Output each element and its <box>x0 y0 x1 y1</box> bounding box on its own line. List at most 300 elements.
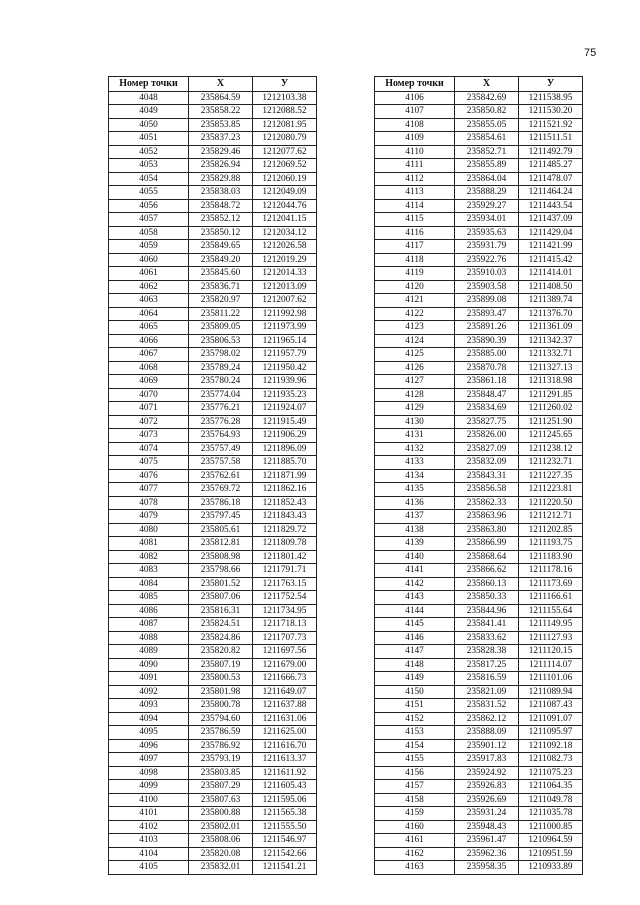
cell-point-number: 4071 <box>109 402 189 416</box>
cell-point-number: 4065 <box>109 321 189 335</box>
table-row <box>375 145 583 159</box>
cell-x: 235786.59 <box>189 726 253 740</box>
cell-point-number: 4104 <box>109 847 189 861</box>
table-row <box>109 591 317 605</box>
table-row <box>109 861 317 875</box>
table-row <box>375 469 583 483</box>
cell-x: 235793.19 <box>189 753 253 767</box>
table-row <box>375 213 583 227</box>
cell-y: 1212044.76 <box>253 199 317 213</box>
cell-x: 235789.24 <box>189 361 253 375</box>
cell-y: 1211220.50 <box>519 496 583 510</box>
cell-x: 235826.00 <box>455 429 519 443</box>
table-row <box>375 618 583 632</box>
cell-point-number: 4049 <box>109 105 189 119</box>
cell-x: 235852.12 <box>189 213 253 227</box>
table-row <box>375 631 583 645</box>
cell-point-number: 4138 <box>375 523 455 537</box>
cell-point-number: 4124 <box>375 334 455 348</box>
cell-y: 1211443.54 <box>519 199 583 213</box>
cell-x: 235808.06 <box>189 834 253 848</box>
cell-y: 1211238.12 <box>519 442 583 456</box>
cell-y: 1211611.92 <box>253 766 317 780</box>
cell-point-number: 4084 <box>109 577 189 591</box>
table-row <box>109 91 317 105</box>
cell-point-number: 4096 <box>109 739 189 753</box>
table-row <box>375 199 583 213</box>
table-row <box>109 820 317 834</box>
cell-x: 235800.88 <box>189 807 253 821</box>
cell-point-number: 4149 <box>375 672 455 686</box>
cell-x: 235820.82 <box>189 645 253 659</box>
table-row <box>109 415 317 429</box>
page-number: 75 <box>584 47 597 59</box>
cell-point-number: 4061 <box>109 267 189 281</box>
cell-x: 235826.94 <box>189 159 253 173</box>
cell-y: 1211251.90 <box>519 415 583 429</box>
cell-point-number: 4064 <box>109 307 189 321</box>
table-row <box>109 510 317 524</box>
cell-point-number: 4150 <box>375 685 455 699</box>
table-row <box>375 172 583 186</box>
cell-x: 235962.36 <box>455 847 519 861</box>
cell-x: 235848.72 <box>189 199 253 213</box>
cell-y: 1211318.98 <box>519 375 583 389</box>
cell-y: 1211565.38 <box>253 807 317 821</box>
cell-x: 235816.59 <box>455 672 519 686</box>
cell-point-number: 4068 <box>109 361 189 375</box>
table-row <box>109 685 317 699</box>
cell-x: 235843.31 <box>455 469 519 483</box>
header-y: У <box>519 77 583 92</box>
cell-y: 1211492.79 <box>519 145 583 159</box>
table-row <box>375 226 583 240</box>
table-row <box>109 793 317 807</box>
table-row <box>109 334 317 348</box>
cell-y: 1212069.52 <box>253 159 317 173</box>
cell-point-number: 4070 <box>109 388 189 402</box>
cell-x: 235866.62 <box>455 564 519 578</box>
cell-y: 1211541.21 <box>253 861 317 875</box>
cell-x: 235806.53 <box>189 334 253 348</box>
table-row <box>375 685 583 699</box>
cell-point-number: 4111 <box>375 159 455 173</box>
cell-x: 235926.69 <box>455 793 519 807</box>
table-row <box>375 280 583 294</box>
cell-point-number: 4058 <box>109 226 189 240</box>
cell-x: 235821.09 <box>455 685 519 699</box>
cell-x: 235764.93 <box>189 429 253 443</box>
cell-point-number: 4152 <box>375 712 455 726</box>
cell-x: 235862.12 <box>455 712 519 726</box>
cell-point-number: 4157 <box>375 780 455 794</box>
cell-y: 1211082.73 <box>519 753 583 767</box>
cell-y: 1211327.13 <box>519 361 583 375</box>
cell-point-number: 4076 <box>109 469 189 483</box>
cell-point-number: 4121 <box>375 294 455 308</box>
table-row <box>375 253 583 267</box>
table-row <box>109 145 317 159</box>
cell-y: 1211166.61 <box>519 591 583 605</box>
cell-point-number: 4131 <box>375 429 455 443</box>
cell-x: 235931.24 <box>455 807 519 821</box>
cell-x: 235762.61 <box>189 469 253 483</box>
cell-point-number: 4132 <box>375 442 455 456</box>
table-row <box>375 834 583 848</box>
cell-y: 1211613.37 <box>253 753 317 767</box>
cell-y: 1211697.56 <box>253 645 317 659</box>
table-row <box>109 631 317 645</box>
table-row <box>375 550 583 564</box>
cell-point-number: 4090 <box>109 658 189 672</box>
cell-point-number: 4099 <box>109 780 189 794</box>
cell-x: 235838.03 <box>189 186 253 200</box>
cell-y: 1211127.93 <box>519 631 583 645</box>
cell-y: 1211871.99 <box>253 469 317 483</box>
cell-x: 235757.58 <box>189 456 253 470</box>
table-row <box>375 375 583 389</box>
table-row <box>109 645 317 659</box>
cell-x: 235864.04 <box>455 172 519 186</box>
cell-point-number: 4128 <box>375 388 455 402</box>
cell-y: 1211092.18 <box>519 739 583 753</box>
cell-x: 235917.83 <box>455 753 519 767</box>
cell-point-number: 4154 <box>375 739 455 753</box>
table-row <box>375 672 583 686</box>
cell-x: 235794.60 <box>189 712 253 726</box>
table-row <box>375 294 583 308</box>
table-row <box>375 793 583 807</box>
cell-point-number: 4109 <box>375 132 455 146</box>
table-row <box>375 240 583 254</box>
cell-point-number: 4126 <box>375 361 455 375</box>
cell-x: 235829.46 <box>189 145 253 159</box>
header-point-number: Номер точки <box>109 77 189 92</box>
table-row <box>109 739 317 753</box>
table-row <box>109 442 317 456</box>
cell-point-number: 4085 <box>109 591 189 605</box>
cell-point-number: 4095 <box>109 726 189 740</box>
cell-y: 1211939.96 <box>253 375 317 389</box>
cell-x: 235935.63 <box>455 226 519 240</box>
cell-x: 235780.24 <box>189 375 253 389</box>
cell-y: 1211595.06 <box>253 793 317 807</box>
cell-y: 1211763.15 <box>253 577 317 591</box>
cell-point-number: 4112 <box>375 172 455 186</box>
cell-y: 1211120.15 <box>519 645 583 659</box>
table-row <box>109 604 317 618</box>
table-row <box>109 307 317 321</box>
cell-x: 235860.13 <box>455 577 519 591</box>
cell-point-number: 4139 <box>375 537 455 551</box>
table-row <box>109 658 317 672</box>
table-row <box>375 415 583 429</box>
cell-x: 235827.09 <box>455 442 519 456</box>
table-row <box>109 280 317 294</box>
cell-x: 235836.71 <box>189 280 253 294</box>
cell-y: 1211915.49 <box>253 415 317 429</box>
cell-x: 235801.98 <box>189 685 253 699</box>
cell-y: 1211260.02 <box>519 402 583 416</box>
table-row <box>375 334 583 348</box>
cell-x: 235848.47 <box>455 388 519 402</box>
cell-y: 1211232.71 <box>519 456 583 470</box>
cell-y: 1210964.59 <box>519 834 583 848</box>
table-row <box>375 645 583 659</box>
table-row <box>375 267 583 281</box>
table-row <box>375 726 583 740</box>
cell-x: 235776.28 <box>189 415 253 429</box>
cell-y: 1212081.95 <box>253 118 317 132</box>
cell-y: 1211114.07 <box>519 658 583 672</box>
cell-x: 235958.35 <box>455 861 519 875</box>
cell-y: 1212007.62 <box>253 294 317 308</box>
cell-point-number: 4155 <box>375 753 455 767</box>
table-row <box>375 456 583 470</box>
table-row <box>375 483 583 497</box>
table-row <box>109 402 317 416</box>
cell-y: 1211521.92 <box>519 118 583 132</box>
cell-x: 235853.85 <box>189 118 253 132</box>
cell-point-number: 4089 <box>109 645 189 659</box>
cell-x: 235850.82 <box>455 105 519 119</box>
cell-point-number: 4054 <box>109 172 189 186</box>
cell-x: 235870.78 <box>455 361 519 375</box>
cell-x: 235803.85 <box>189 766 253 780</box>
cell-x: 235862.33 <box>455 496 519 510</box>
cell-y: 1211906.29 <box>253 429 317 443</box>
cell-point-number: 4123 <box>375 321 455 335</box>
cell-y: 1211173.69 <box>519 577 583 591</box>
table-row <box>109 726 317 740</box>
table-row <box>109 456 317 470</box>
cell-y: 1211734.95 <box>253 604 317 618</box>
cell-x: 235885.00 <box>455 348 519 362</box>
cell-x: 235948.43 <box>455 820 519 834</box>
cell-y: 1211852.43 <box>253 496 317 510</box>
table-row <box>375 402 583 416</box>
cell-point-number: 4073 <box>109 429 189 443</box>
table-row <box>109 253 317 267</box>
cell-point-number: 4063 <box>109 294 189 308</box>
cell-point-number: 4118 <box>375 253 455 267</box>
cell-x: 235776.21 <box>189 402 253 416</box>
cell-point-number: 4125 <box>375 348 455 362</box>
cell-point-number: 4135 <box>375 483 455 497</box>
table-row <box>109 469 317 483</box>
cell-point-number: 4097 <box>109 753 189 767</box>
cell-y: 1211605.43 <box>253 780 317 794</box>
cell-point-number: 4101 <box>109 807 189 821</box>
cell-x: 235861.18 <box>455 375 519 389</box>
cell-y: 1212026.58 <box>253 240 317 254</box>
cell-x: 235827.75 <box>455 415 519 429</box>
cell-x: 235849.65 <box>189 240 253 254</box>
cell-point-number: 4066 <box>109 334 189 348</box>
cell-point-number: 4159 <box>375 807 455 821</box>
cell-x: 235817.25 <box>455 658 519 672</box>
table-header-row <box>109 77 317 92</box>
table-row <box>375 91 583 105</box>
table-row <box>375 537 583 551</box>
cell-point-number: 4156 <box>375 766 455 780</box>
table-row <box>109 361 317 375</box>
table-row <box>109 294 317 308</box>
cell-y: 1211707.73 <box>253 631 317 645</box>
cell-point-number: 4114 <box>375 199 455 213</box>
cell-x: 235802.01 <box>189 820 253 834</box>
cell-x: 235931.79 <box>455 240 519 254</box>
table-row <box>109 699 317 713</box>
cell-point-number: 4160 <box>375 820 455 834</box>
cell-point-number: 4141 <box>375 564 455 578</box>
cell-x: 235922.76 <box>455 253 519 267</box>
cell-x: 235797.45 <box>189 510 253 524</box>
cell-y: 1211801.42 <box>253 550 317 564</box>
cell-point-number: 4113 <box>375 186 455 200</box>
cell-point-number: 4117 <box>375 240 455 254</box>
cell-x: 235888.09 <box>455 726 519 740</box>
table-row <box>375 712 583 726</box>
cell-point-number: 4062 <box>109 280 189 294</box>
cell-point-number: 4069 <box>109 375 189 389</box>
cell-point-number: 4107 <box>375 105 455 119</box>
cell-point-number: 4163 <box>375 861 455 875</box>
cell-y: 1211291.85 <box>519 388 583 402</box>
cell-point-number: 4055 <box>109 186 189 200</box>
cell-x: 235903.58 <box>455 280 519 294</box>
table-row <box>375 361 583 375</box>
cell-x: 235828.38 <box>455 645 519 659</box>
cell-point-number: 4050 <box>109 118 189 132</box>
table-row <box>109 577 317 591</box>
table-row <box>109 226 317 240</box>
cell-x: 235855.05 <box>455 118 519 132</box>
cell-y: 1211625.00 <box>253 726 317 740</box>
cell-y: 1211332.71 <box>519 348 583 362</box>
cell-point-number: 4087 <box>109 618 189 632</box>
cell-point-number: 4079 <box>109 510 189 524</box>
table-row <box>109 847 317 861</box>
cell-x: 235866.99 <box>455 537 519 551</box>
cell-y: 1211035.78 <box>519 807 583 821</box>
table-row <box>109 118 317 132</box>
table-row <box>375 348 583 362</box>
cell-point-number: 4119 <box>375 267 455 281</box>
cell-y: 1211809.78 <box>253 537 317 551</box>
cell-point-number: 4140 <box>375 550 455 564</box>
cell-y: 1211075.23 <box>519 766 583 780</box>
cell-x: 235833.62 <box>455 631 519 645</box>
cell-x: 235888.29 <box>455 186 519 200</box>
cell-y: 1211421.99 <box>519 240 583 254</box>
cell-y: 1211924.07 <box>253 402 317 416</box>
cell-y: 1211415.42 <box>519 253 583 267</box>
cell-y: 1212014.33 <box>253 267 317 281</box>
cell-y: 1211408.50 <box>519 280 583 294</box>
cell-x: 235812.81 <box>189 537 253 551</box>
cell-point-number: 4060 <box>109 253 189 267</box>
table-row <box>109 496 317 510</box>
cell-y: 1211376.70 <box>519 307 583 321</box>
table-row <box>375 807 583 821</box>
cell-point-number: 4051 <box>109 132 189 146</box>
cell-y: 1211538.95 <box>519 91 583 105</box>
cell-y: 1211666.73 <box>253 672 317 686</box>
cell-point-number: 4080 <box>109 523 189 537</box>
cell-y: 1211950.42 <box>253 361 317 375</box>
cell-point-number: 4093 <box>109 699 189 713</box>
cell-y: 1211752.54 <box>253 591 317 605</box>
cell-y: 1211193.75 <box>519 537 583 551</box>
cell-y: 1211829.72 <box>253 523 317 537</box>
cell-point-number: 4053 <box>109 159 189 173</box>
table-row <box>375 442 583 456</box>
table-row <box>375 658 583 672</box>
cell-point-number: 4142 <box>375 577 455 591</box>
cell-point-number: 4075 <box>109 456 189 470</box>
cell-y: 1210933.89 <box>519 861 583 875</box>
cell-y: 1211437.09 <box>519 213 583 227</box>
cell-y: 1211183.90 <box>519 550 583 564</box>
cell-point-number: 4081 <box>109 537 189 551</box>
cell-y: 1211546.97 <box>253 834 317 848</box>
cell-x: 235868.64 <box>455 550 519 564</box>
cell-point-number: 4077 <box>109 483 189 497</box>
cell-point-number: 4074 <box>109 442 189 456</box>
cell-point-number: 4162 <box>375 847 455 861</box>
cell-point-number: 4110 <box>375 145 455 159</box>
cell-point-number: 4092 <box>109 685 189 699</box>
cell-point-number: 4129 <box>375 402 455 416</box>
table-row <box>375 496 583 510</box>
table-row <box>375 564 583 578</box>
header-x: X <box>189 77 253 92</box>
cell-point-number: 4137 <box>375 510 455 524</box>
cell-point-number: 4059 <box>109 240 189 254</box>
header-point-number: Номер точки <box>375 77 455 92</box>
cell-x: 235808.98 <box>189 550 253 564</box>
cell-y: 1211718.13 <box>253 618 317 632</box>
cell-point-number: 4102 <box>109 820 189 834</box>
table-row <box>375 159 583 173</box>
cell-x: 235807.29 <box>189 780 253 794</box>
cell-x: 235841.41 <box>455 618 519 632</box>
cell-point-number: 4146 <box>375 631 455 645</box>
cell-x: 235800.53 <box>189 672 253 686</box>
cell-y: 1211091.07 <box>519 712 583 726</box>
cell-y: 1212049.09 <box>253 186 317 200</box>
cell-y: 1211791.71 <box>253 564 317 578</box>
cell-y: 1211649.07 <box>253 685 317 699</box>
cell-y: 1211631.06 <box>253 712 317 726</box>
cell-point-number: 4088 <box>109 631 189 645</box>
cell-x: 235807.63 <box>189 793 253 807</box>
table-row <box>375 766 583 780</box>
cell-y: 1211965.14 <box>253 334 317 348</box>
table-row <box>109 537 317 551</box>
cell-y: 1211957.79 <box>253 348 317 362</box>
table-row <box>109 672 317 686</box>
cell-x: 235863.96 <box>455 510 519 524</box>
cell-x: 235798.66 <box>189 564 253 578</box>
table-row <box>375 186 583 200</box>
cell-point-number: 4057 <box>109 213 189 227</box>
cell-x: 235844.96 <box>455 604 519 618</box>
table-row <box>375 861 583 875</box>
cell-point-number: 4082 <box>109 550 189 564</box>
table-row <box>375 847 583 861</box>
